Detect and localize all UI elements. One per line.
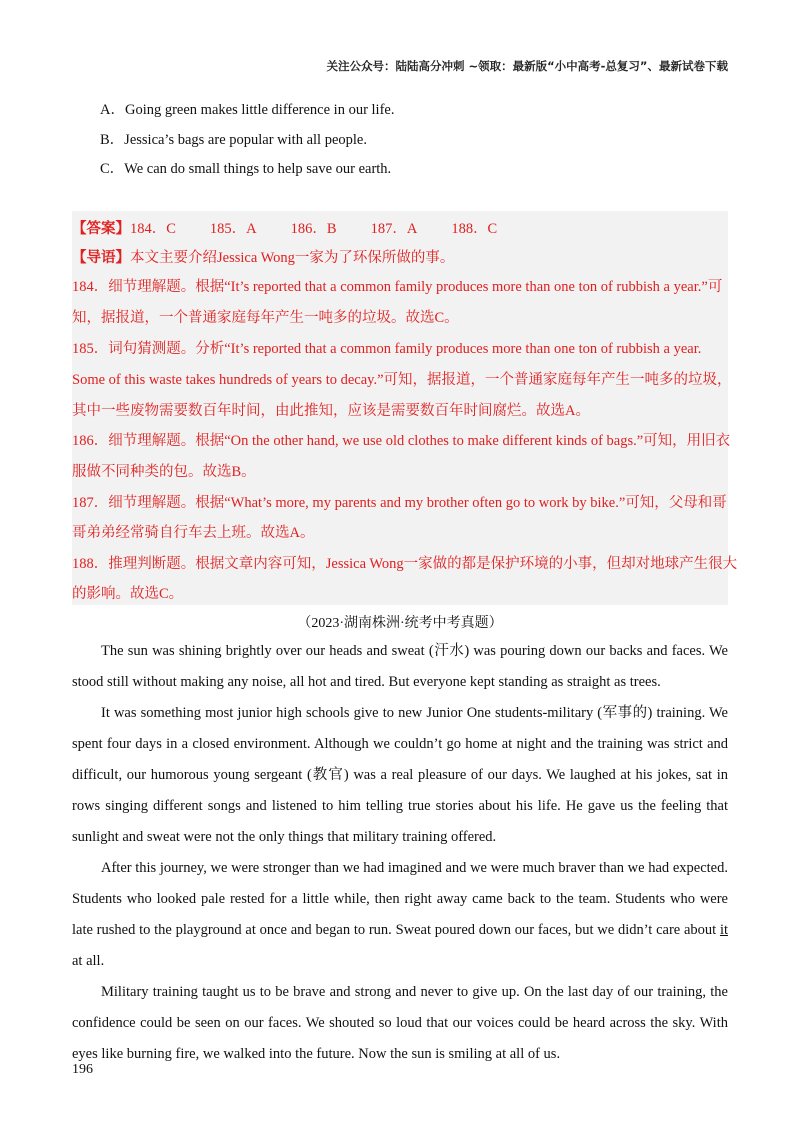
passage-paragraph bbox=[72, 853, 728, 977]
passage-paragraph: Military training taught us to be brave and strong and never to give up. On the last day of our training, the confidence could be seen on our faces. We shouted so loud that our voices could be heard across the sky. With eyes like burning fire, we walked into the future. Now the sun is smiling at all of us. bbox=[72, 984, 728, 1062]
explanation-line: 其中一些废物需要数百年时间，由此推知，应该是需要数百年时间腐烂。故选A。 bbox=[72, 403, 590, 419]
option-c: C．We can do small things to help save our earth. bbox=[100, 161, 392, 177]
explanation-line: 哥弟弟经常骑自行车去上班。故选A。 bbox=[72, 525, 315, 541]
option-b: B．Jessica’s bags are popular with all people. bbox=[100, 131, 367, 148]
explanation-line: 188．推理判断题。根据文章内容可知，Jessica Wong一家做的都是保护环境的小事，但却对地球产生很大 bbox=[72, 556, 738, 572]
paragraph-text: After this journey, we were stronger than we had imagined and we were much braver than we had expected. Students who looked pale rested for a little while, then right away came back to the team. Students who were late rushed to the playground at once and began to run. Sweat poured down our faces, but we didn’t care about bbox=[72, 860, 728, 938]
guide-label: 【导语】 bbox=[72, 250, 130, 266]
passage-paragraph: It was something most junior high schools give to new Junior One students-military (军事的) training. We spent four days in a closed environment. Although we couldn’t go home at night and the training was strict and difficult, our humorous young sergeant (教官) was a real pleasure of our days. We laughed at his jokes, sat in rows singing different songs and listened to him telling true stories about his life. He gave us the feeling that sunlight and sweat were not the only things that military training offered. bbox=[72, 705, 728, 845]
explanation-line: Some of this waste takes hundreds of years to decay.”可知，据报道，一个普通家庭每年产生一吨多的垃圾， bbox=[72, 372, 732, 388]
passage-paragraph: The sun was shining brightly over our heads and sweat (汗水) was pouring down our backs and faces. We stood still without making any noise, all hot and tired. But everyone kept standing as straight as trees. bbox=[72, 643, 728, 690]
option-a: A．Going green makes little difference in our life. bbox=[100, 102, 395, 118]
guide-text: 本文主要介绍Jessica Wong一家为了环保所做的事。 bbox=[130, 250, 455, 266]
answer-explanation-box bbox=[72, 211, 738, 605]
paragraph-text: at all. bbox=[72, 953, 105, 969]
explanation-line: 服做不同种类的包。故选B。 bbox=[72, 464, 256, 480]
answer-line bbox=[72, 217, 497, 238]
underlined-word: it bbox=[719, 922, 728, 938]
explanation-line: 187．细节理解题。根据“What’s more, my parents and my brother often go to work by bike.”可知，父母和哥 bbox=[72, 495, 727, 511]
page-header: 关注公众号：陆陆高分冲刺 ~领取：最新版“小中高考-总复习”、最新试卷下载 bbox=[326, 59, 728, 73]
answer-item: 188．C bbox=[451, 221, 498, 237]
answer-item: 187．A bbox=[370, 221, 418, 237]
answer-item: 185．A bbox=[209, 221, 257, 237]
guide-line bbox=[72, 246, 454, 267]
answer-options bbox=[100, 96, 720, 185]
explanation-line: 185．词句猜测题。分析“It’s reported that a common family produces more than one ton of rubbish a year. bbox=[72, 341, 702, 357]
page-number: 196 bbox=[72, 1062, 93, 1077]
answer-item: 186．B bbox=[290, 221, 337, 237]
explanation-line: 的影响。故选C。 bbox=[72, 586, 184, 602]
reading-passage bbox=[72, 636, 728, 1070]
explanation-line: 知，据报道，一个普通家庭每年产生一吨多的垃圾。故选C。 bbox=[72, 310, 459, 326]
answer-item: 184．C bbox=[130, 221, 176, 237]
answer-label: 【答案】 bbox=[72, 221, 130, 237]
question-source: （2023·湖南株洲·统考中考真题） bbox=[297, 616, 503, 631]
explanation-line: 184．细节理解题。根据“It’s reported that a common family produces more than one ton of rubbish a year.”可 bbox=[72, 279, 723, 295]
explanation-line: 186．细节理解题。根据“On the other hand, we use old clothes to make different kinds of bags.”可知，用旧衣 bbox=[72, 433, 731, 449]
